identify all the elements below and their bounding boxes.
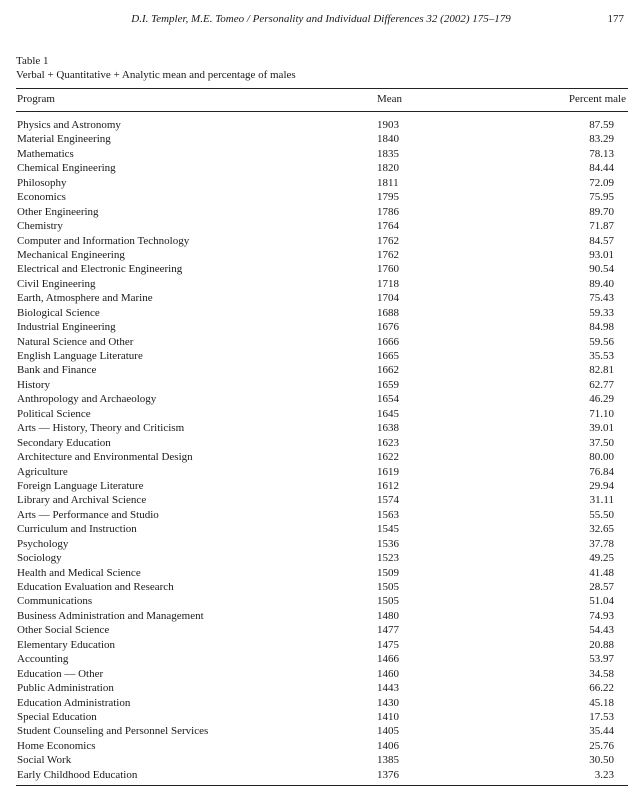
cell-mean: 1762: [377, 234, 399, 247]
cell-percent-male: 71.10: [589, 407, 614, 420]
cell-mean: 1654: [377, 393, 399, 406]
table-row: [0, 594, 642, 608]
cell-mean: 1475: [377, 638, 399, 651]
cell-program: Civil Engineering: [17, 277, 96, 290]
cell-percent-male: 83.29: [589, 133, 614, 146]
cell-program: Sociology: [17, 552, 62, 565]
table-row: [0, 349, 642, 363]
table-row: [0, 493, 642, 507]
table-row: [0, 378, 642, 392]
table-row: [0, 753, 642, 767]
table-row: [0, 638, 642, 652]
table-row: [0, 262, 642, 276]
table-caption: [16, 54, 296, 82]
cell-program: Library and Archival Science: [17, 494, 147, 507]
cell-program: Mathematics: [17, 147, 74, 160]
cell-program: Architecture and Environmental Design: [17, 451, 193, 464]
table-row: [0, 176, 642, 190]
table-row: [0, 205, 642, 219]
cell-program: Political Science: [17, 407, 91, 420]
table-row: [0, 291, 642, 305]
cell-program: Arts — History, Theory and Criticism: [17, 422, 185, 435]
cell-mean: 1764: [377, 220, 399, 233]
table-row: [0, 739, 642, 753]
cell-mean: 1666: [377, 335, 399, 348]
cell-percent-male: 82.81: [589, 364, 614, 377]
cell-mean: 1662: [377, 364, 399, 377]
table-row: [0, 652, 642, 666]
table-top-rule: [16, 88, 628, 89]
cell-mean: 1466: [377, 653, 399, 666]
cell-percent-male: 80.00: [589, 451, 614, 464]
cell-program: History: [17, 378, 50, 391]
cell-program: Communications: [17, 595, 93, 608]
cell-program: Physics and Astronomy: [17, 119, 121, 131]
cell-program: Arts — Performance and Studio: [17, 508, 159, 521]
cell-program: Public Administration: [17, 682, 114, 695]
cell-mean: 1795: [377, 191, 399, 204]
cell-percent-male: 45.18: [589, 696, 614, 709]
cell-program: Other Engineering: [17, 205, 99, 218]
cell-mean: 1659: [377, 378, 399, 391]
cell-percent-male: 35.53: [589, 350, 614, 362]
cell-mean: 1505: [377, 595, 399, 608]
cell-percent-male: 59.56: [589, 335, 614, 348]
cell-mean: 1405: [377, 725, 399, 738]
table-row: [0, 710, 642, 724]
table-row: [0, 609, 642, 623]
cell-percent-male: 59.33: [589, 306, 614, 319]
cell-mean: 1762: [377, 248, 399, 261]
table-row: [0, 522, 642, 536]
cell-program: Education Evaluation and Research: [17, 581, 174, 593]
table-header-row: [0, 93, 642, 109]
cell-mean: 1430: [377, 696, 399, 709]
cell-program: Early Childhood Education: [17, 768, 138, 781]
cell-percent-male: 25.76: [589, 739, 614, 752]
table-row: [0, 320, 642, 334]
cell-program: Biological Science: [17, 306, 100, 319]
cell-percent-male: 46.29: [589, 393, 614, 406]
cell-mean: 1623: [377, 436, 399, 449]
table-row: [0, 407, 642, 421]
table-row: [0, 551, 642, 565]
cell-mean: 1443: [377, 682, 399, 695]
cell-mean: 1523: [377, 552, 399, 565]
cell-percent-male: 75.95: [589, 191, 614, 204]
cell-program: Computer and Information Technology: [17, 234, 190, 247]
cell-percent-male: 20.88: [589, 638, 614, 651]
cell-program: Industrial Engineering: [17, 321, 116, 334]
table-row: [0, 219, 642, 233]
cell-program: Foreign Language Literature: [17, 479, 144, 492]
cell-mean: 1704: [377, 292, 399, 305]
cell-percent-male: 30.50: [589, 754, 614, 767]
table-row: [0, 479, 642, 493]
table-row: [0, 392, 642, 406]
cell-program: Student Counseling and Personnel Services: [17, 725, 209, 738]
cell-mean: 1840: [377, 133, 399, 146]
cell-mean: 1676: [377, 321, 399, 334]
cell-program: Special Education: [17, 710, 97, 723]
cell-percent-male: 28.57: [589, 581, 614, 593]
cell-program: Secondary Education: [17, 436, 111, 449]
cell-program: Psychology: [17, 537, 69, 550]
table-row: [0, 234, 642, 248]
cell-mean: 1619: [377, 465, 399, 478]
cell-mean: 1665: [377, 350, 399, 362]
cell-mean: 1536: [377, 537, 399, 550]
cell-percent-male: 37.50: [589, 436, 614, 449]
cell-program: Elementary Education: [17, 638, 116, 651]
cell-mean: 1480: [377, 609, 399, 622]
table-row: [0, 450, 642, 464]
cell-percent-male: 49.25: [589, 552, 614, 565]
cell-program: Agriculture: [17, 465, 68, 478]
cell-program: Other Social Science: [17, 624, 110, 637]
table-row: [0, 667, 642, 681]
cell-program: Business Administration and Management: [17, 609, 204, 622]
cell-percent-male: 37.78: [589, 537, 614, 550]
cell-program: Bank and Finance: [17, 364, 97, 377]
cell-program: Electrical and Electronic Engineering: [17, 263, 183, 276]
cell-program: Earth, Atmosphere and Marine: [17, 292, 153, 305]
cell-mean: 1410: [377, 710, 399, 723]
table-row: [0, 118, 642, 132]
cell-percent-male: 84.44: [589, 162, 614, 175]
cell-percent-male: 32.65: [589, 523, 614, 536]
cell-program: Curriculum and Instruction: [17, 523, 137, 536]
table-row: [0, 190, 642, 204]
cell-mean: 1622: [377, 451, 399, 464]
cell-percent-male: 54.43: [589, 624, 614, 637]
table-label: Table 1: [16, 55, 49, 67]
column-header-mean: Mean: [377, 93, 403, 105]
table-row: [0, 436, 642, 450]
cell-mean: 1563: [377, 508, 399, 521]
cell-program: Anthropology and Archaeology: [17, 393, 157, 406]
cell-percent-male: 89.40: [589, 277, 614, 290]
cell-program: Social Work: [17, 754, 72, 767]
cell-mean: 1645: [377, 407, 399, 420]
table-row: [0, 147, 642, 161]
cell-percent-male: 53.97: [589, 653, 614, 666]
table-row: [0, 465, 642, 479]
cell-program: Economics: [17, 191, 66, 204]
table-row: [0, 566, 642, 580]
cell-mean: 1574: [377, 494, 399, 507]
cell-program: Chemistry: [17, 220, 63, 233]
cell-program: Education Administration: [17, 696, 131, 709]
running-head: [0, 13, 642, 29]
cell-percent-male: 90.54: [589, 263, 614, 276]
cell-mean: 1612: [377, 479, 399, 492]
cell-percent-male: 62.77: [589, 378, 614, 391]
cell-percent-male: 29.94: [589, 479, 614, 492]
cell-percent-male: 34.58: [589, 667, 614, 680]
cell-percent-male: 41.48: [589, 566, 614, 579]
cell-mean: 1811: [377, 176, 399, 189]
cell-mean: 1509: [377, 566, 399, 579]
cell-program: Philosophy: [17, 176, 67, 189]
cell-mean: 1460: [377, 667, 399, 680]
cell-program: Home Economics: [17, 739, 96, 752]
cell-mean: 1477: [377, 624, 399, 637]
cell-percent-male: 75.43: [589, 292, 614, 305]
table-row: [0, 696, 642, 710]
cell-mean: 1820: [377, 162, 399, 175]
table-row: [0, 508, 642, 522]
cell-mean: 1688: [377, 306, 399, 319]
table-row: [0, 724, 642, 738]
cell-mean: 1786: [377, 205, 399, 218]
cell-program: Material Engineering: [17, 133, 111, 146]
cell-percent-male: 76.84: [589, 465, 614, 478]
cell-percent-male: 66.22: [589, 682, 614, 695]
cell-percent-male: 31.11: [589, 494, 614, 507]
cell-mean: 1376: [377, 768, 399, 781]
cell-percent-male: 74.93: [589, 609, 614, 622]
cell-mean: 1835: [377, 147, 399, 160]
cell-percent-male: 35.44: [589, 725, 614, 738]
cell-program: Health and Medical Science: [17, 566, 141, 579]
table-row: [0, 161, 642, 175]
column-header-program: Program: [17, 93, 55, 105]
column-header-percent-male: Percent male: [568, 93, 626, 105]
cell-percent-male: 72.09: [589, 176, 614, 189]
cell-mean: 1903: [377, 119, 399, 131]
table-row: [0, 335, 642, 349]
table-row: [0, 421, 642, 435]
cell-mean: 1760: [377, 263, 399, 276]
cell-program: Education — Other: [17, 667, 104, 680]
cell-program: Natural Science and Other: [17, 335, 134, 348]
cell-mean: 1638: [377, 422, 399, 435]
cell-percent-male: 39.01: [589, 422, 614, 435]
table-body: [0, 118, 642, 782]
page-number: 177: [607, 13, 624, 25]
table-row: [0, 681, 642, 695]
table-title: Verbal + Quantitative + Analytic mean and percentage of males: [16, 69, 296, 81]
table-row: [0, 537, 642, 551]
table-row: [0, 306, 642, 320]
cell-percent-male: 84.98: [589, 321, 614, 334]
table-row: [0, 623, 642, 637]
cell-percent-male: 55.50: [589, 508, 614, 521]
cell-program: Chemical Engineering: [17, 162, 116, 175]
cell-percent-male: 3.23: [594, 768, 614, 781]
table-row: [0, 363, 642, 377]
table-row: [0, 132, 642, 146]
cell-percent-male: 78.13: [589, 147, 614, 160]
table-row: [0, 580, 642, 594]
cell-program: Mechanical Engineering: [17, 248, 125, 261]
table-bottom-rule: [16, 785, 628, 786]
cell-mean: 1718: [377, 277, 399, 290]
cell-percent-male: 93.01: [589, 248, 614, 261]
cell-percent-male: 87.59: [589, 119, 614, 131]
cell-percent-male: 84.57: [589, 234, 614, 247]
table-row: [0, 248, 642, 262]
cell-percent-male: 71.87: [589, 220, 614, 233]
cell-percent-male: 89.70: [589, 205, 614, 218]
table-row: [0, 277, 642, 291]
cell-mean: 1385: [377, 754, 399, 767]
cell-program: Accounting: [17, 653, 69, 666]
journal-citation: D.I. Templer, M.E. Tomeo / Personality and Individual Differences 32 (2002) 175–179: [131, 13, 511, 25]
table-row: [0, 768, 642, 782]
cell-mean: 1406: [377, 739, 399, 752]
cell-percent-male: 17.53: [589, 710, 614, 723]
cell-program: English Language Literature: [17, 350, 143, 362]
cell-mean: 1545: [377, 523, 399, 536]
cell-mean: 1505: [377, 581, 399, 593]
cell-percent-male: 51.04: [589, 595, 614, 608]
table-header-rule: [16, 111, 628, 112]
